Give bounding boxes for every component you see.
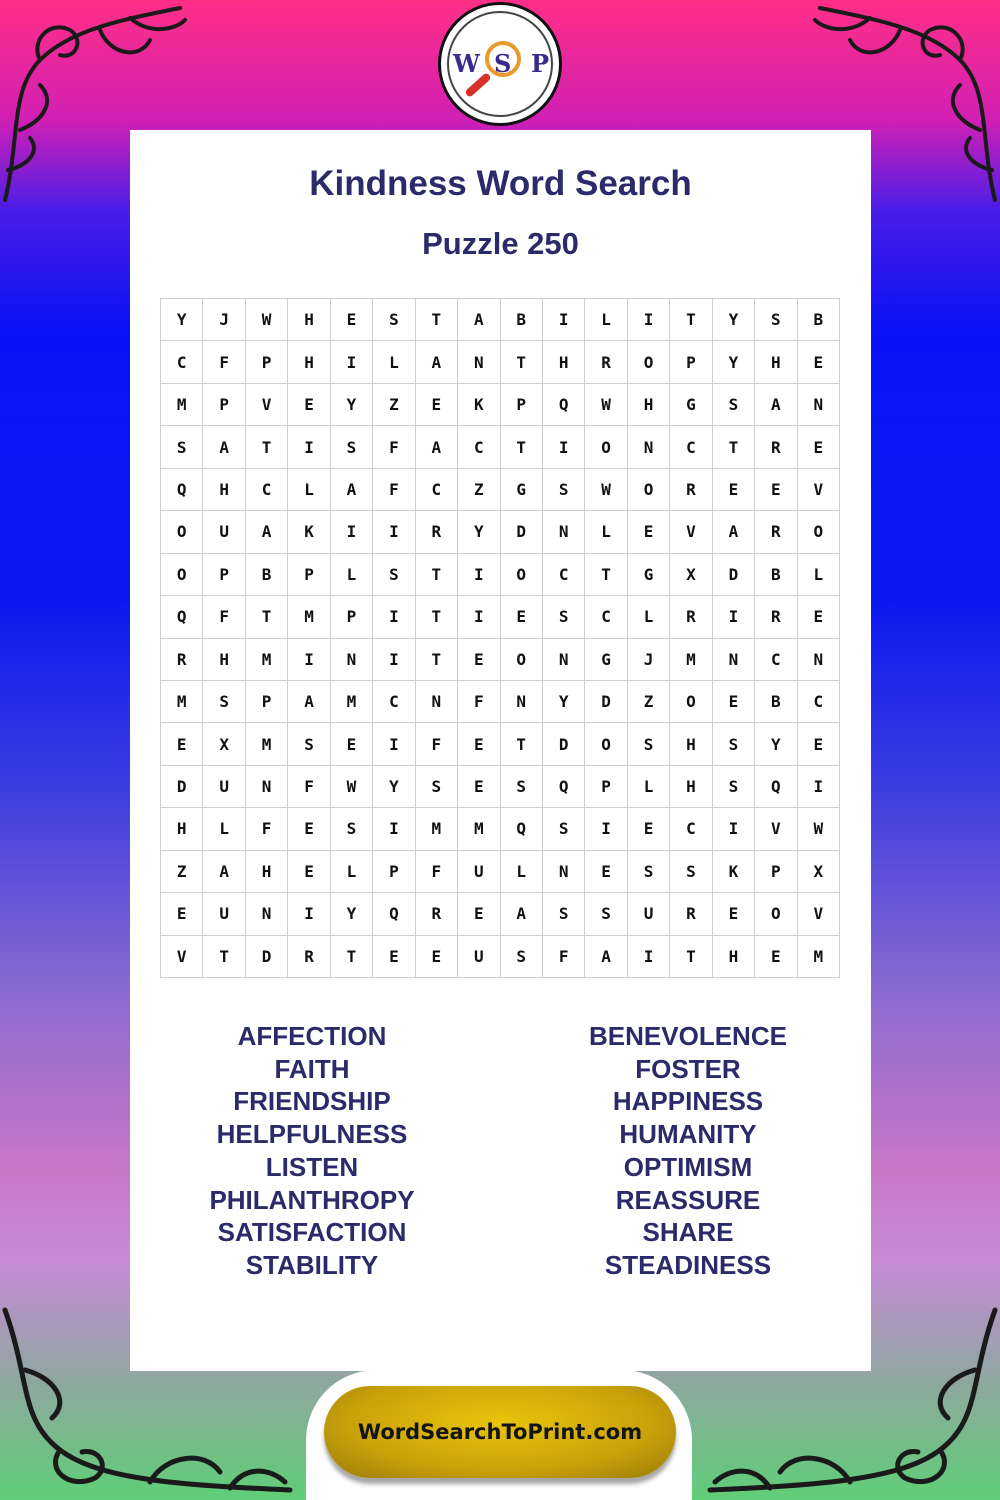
grid-cell[interactable]: R [416,511,458,553]
grid-cell[interactable]: A [203,851,245,893]
grid-cell[interactable]: V [755,808,797,850]
grid-cell[interactable]: F [416,851,458,893]
word-list-item: REASSURE [615,1184,761,1215]
grid-cell[interactable]: F [373,426,415,468]
grid-cell[interactable]: I [373,723,415,765]
grid-cell[interactable]: B [755,554,797,596]
grid-cell[interactable]: C [246,469,288,511]
site-link-button[interactable] [324,1386,676,1478]
grid-cell[interactable]: A [246,511,288,553]
grid-cell[interactable]: S [585,893,627,935]
grid-cell[interactable]: T [670,936,712,978]
grid-cell[interactable]: E [713,681,755,723]
grid-cell[interactable]: S [203,681,245,723]
grid-cell[interactable]: I [373,808,415,850]
grid-cell[interactable]: H [203,639,245,681]
grid-cell[interactable]: E [416,384,458,426]
grid-cell[interactable]: T [416,639,458,681]
grid-cell[interactable]: R [670,596,712,638]
word-list-item: FAITH [274,1053,350,1084]
grid-cell[interactable]: E [798,341,840,383]
grid-cell[interactable]: Q [543,384,585,426]
grid-cell[interactable]: O [755,893,797,935]
grid-cell[interactable]: Q [161,469,203,511]
grid-cell[interactable]: W [585,384,627,426]
grid-cell[interactable]: P [585,766,627,808]
grid-cell[interactable]: P [501,384,543,426]
grid-cell[interactable]: I [713,596,755,638]
grid-cell[interactable]: M [246,639,288,681]
word-list-item: SATISFACTION [217,1217,407,1248]
grid-cell[interactable]: P [670,341,712,383]
grid-cell[interactable]: A [713,511,755,553]
word-list-item: HUMANITY [619,1119,757,1150]
grid-cell[interactable]: O [161,554,203,596]
grid-cell[interactable]: E [331,299,373,341]
grid-cell[interactable]: T [246,426,288,468]
grid-cell[interactable]: T [331,936,373,978]
grid-cell[interactable]: A [458,299,500,341]
grid-cell[interactable]: H [288,299,330,341]
grid-cell[interactable]: E [755,469,797,511]
site-logo[interactable] [438,2,562,126]
grid-cell[interactable]: M [458,808,500,850]
grid-cell[interactable]: R [670,893,712,935]
word-list-item: AFFECTION [237,1021,387,1051]
grid-cell[interactable]: V [798,469,840,511]
grid-cell[interactable]: I [628,936,670,978]
grid-cell[interactable]: R [288,936,330,978]
grid-cell[interactable]: A [331,469,373,511]
grid-cell[interactable]: I [331,341,373,383]
grid-cell[interactable]: R [161,639,203,681]
grid-cell[interactable]: I [798,766,840,808]
grid-cell[interactable]: C [670,426,712,468]
grid-cell[interactable]: S [755,299,797,341]
grid-cell[interactable]: V [670,511,712,553]
grid-cell[interactable]: X [203,723,245,765]
grid-cell[interactable]: K [458,384,500,426]
grid-cell[interactable]: L [373,341,415,383]
grid-cell[interactable]: S [628,723,670,765]
grid-cell[interactable]: M [416,808,458,850]
grid-cell[interactable]: P [246,681,288,723]
grid-cell[interactable]: C [798,681,840,723]
word-list-item: FRIENDSHIP [233,1086,391,1117]
logo-letter-p: P [531,49,550,78]
grid-cell[interactable]: I [331,511,373,553]
grid-cell[interactable]: N [458,341,500,383]
grid-cell[interactable]: T [416,554,458,596]
word-list-item: BENEVOLENCE [589,1021,787,1051]
grid-cell[interactable]: E [755,936,797,978]
grid-cell[interactable]: F [203,341,245,383]
grid-cell[interactable]: O [670,681,712,723]
grid-cell[interactable]: E [288,808,330,850]
grid-cell[interactable]: S [416,766,458,808]
word-list-item: STABILITY [245,1249,379,1280]
grid-cell[interactable]: L [585,511,627,553]
grid-cell[interactable]: S [331,808,373,850]
grid-cell[interactable]: I [713,808,755,850]
word-list-item: SHARE [642,1217,734,1248]
grid-cell[interactable]: I [288,639,330,681]
grid-cell[interactable]: M [331,681,373,723]
grid-cell[interactable]: P [755,851,797,893]
word-list-item: LISTEN [265,1151,359,1182]
grid-cell[interactable]: N [501,681,543,723]
grid-cell[interactable]: L [628,596,670,638]
grid-cell[interactable]: T [416,596,458,638]
grid-cell[interactable]: R [670,469,712,511]
grid-cell[interactable]: M [161,384,203,426]
grid-cell[interactable]: E [628,808,670,850]
grid-cell[interactable]: N [543,639,585,681]
grid-cell[interactable]: R [755,511,797,553]
grid-cell[interactable]: I [543,299,585,341]
grid-cell[interactable]: F [288,766,330,808]
grid-cell[interactable]: A [755,384,797,426]
grid-cell[interactable]: N [416,681,458,723]
grid-cell[interactable]: E [288,851,330,893]
grid-cell[interactable]: R [755,596,797,638]
grid-cell[interactable]: S [373,299,415,341]
grid-cell[interactable]: Q [161,596,203,638]
grid-cell[interactable]: T [416,299,458,341]
grid-cell[interactable]: O [628,469,670,511]
grid-cell[interactable]: F [246,808,288,850]
grid-cell[interactable]: U [458,851,500,893]
grid-cell[interactable]: Y [713,341,755,383]
grid-cell[interactable]: E [288,384,330,426]
grid-cell[interactable]: U [458,936,500,978]
grid-cell[interactable]: S [543,808,585,850]
word-list-left [152,1020,472,1282]
grid-cell[interactable]: M [670,639,712,681]
grid-cell[interactable]: P [373,851,415,893]
grid-cell[interactable]: H [628,384,670,426]
grid-cell[interactable]: E [713,893,755,935]
grid-cell[interactable]: H [670,766,712,808]
grid-cell[interactable]: S [501,936,543,978]
grid-cell[interactable]: Y [713,299,755,341]
grid-cell[interactable]: M [161,681,203,723]
grid-cell[interactable]: E [501,596,543,638]
grid-cell[interactable]: U [203,511,245,553]
grid-cell[interactable]: E [458,893,500,935]
grid-cell[interactable]: J [628,639,670,681]
grid-cell[interactable]: W [798,808,840,850]
grid-cell[interactable]: N [543,851,585,893]
grid-cell[interactable]: C [416,469,458,511]
grid-cell[interactable]: H [288,341,330,383]
grid-cell[interactable]: I [543,426,585,468]
grid-cell[interactable]: G [501,469,543,511]
grid-cell[interactable]: T [501,426,543,468]
word-list-item: STEADINESS [604,1249,772,1280]
grid-cell[interactable]: O [798,511,840,553]
grid-cell[interactable]: A [501,893,543,935]
grid-cell[interactable]: O [585,723,627,765]
site-link-label: WordSearchToPrint.com [357,1420,643,1444]
grid-cell[interactable]: A [288,681,330,723]
grid-cell[interactable]: R [755,426,797,468]
grid-cell[interactable]: S [288,723,330,765]
grid-cell[interactable]: S [501,766,543,808]
word-list-item: FOSTER [635,1053,741,1084]
grid-cell[interactable]: K [288,511,330,553]
grid-cell[interactable]: M [246,723,288,765]
grid-cell[interactable]: F [416,723,458,765]
word-list-right [528,1020,848,1282]
grid-cell[interactable]: U [628,893,670,935]
grid-cell[interactable]: F [458,681,500,723]
grid-cell[interactable]: I [373,596,415,638]
grid-cell[interactable]: P [203,384,245,426]
grid-cell[interactable]: S [670,851,712,893]
grid-cell[interactable]: W [246,299,288,341]
grid-cell[interactable]: O [501,554,543,596]
word-list-item: HAPPINESS [612,1086,764,1117]
grid-cell[interactable]: N [246,766,288,808]
puzzle-number: Puzzle 250 [422,226,579,261]
grid-cell[interactable]: M [798,936,840,978]
grid-cell[interactable]: I [373,639,415,681]
grid-cell[interactable]: S [373,554,415,596]
grid-cell[interactable]: W [585,469,627,511]
grid-cell[interactable]: S [543,596,585,638]
grid-cell[interactable]: S [713,384,755,426]
grid-cell[interactable]: L [288,469,330,511]
grid-cell[interactable]: S [331,426,373,468]
grid-cell[interactable]: T [203,936,245,978]
grid-cell[interactable]: B [501,299,543,341]
grid-cell[interactable]: Q [373,893,415,935]
grid-cell[interactable]: Y [161,299,203,341]
grid-cell[interactable]: O [161,511,203,553]
letter-grid [160,298,840,978]
grid-cell[interactable]: B [246,554,288,596]
grid-cell[interactable]: U [203,893,245,935]
grid-cell[interactable]: N [713,639,755,681]
grid-cell[interactable]: Z [161,851,203,893]
grid-cell[interactable]: O [585,426,627,468]
grid-cell[interactable]: C [458,426,500,468]
grid-cell[interactable]: T [246,596,288,638]
grid-cell[interactable]: V [161,936,203,978]
grid-cell[interactable]: H [246,851,288,893]
grid-cell[interactable]: Y [543,681,585,723]
logo-letter-w: W [453,49,480,78]
grid-cell[interactable]: Y [331,384,373,426]
grid-cell[interactable]: S [713,723,755,765]
grid-cell[interactable]: B [798,299,840,341]
grid-cell[interactable]: L [585,299,627,341]
grid-cell[interactable]: I [373,511,415,553]
grid-cell[interactable]: F [373,469,415,511]
grid-cell[interactable]: N [246,893,288,935]
grid-cell[interactable]: Z [373,384,415,426]
grid-cell[interactable]: C [161,341,203,383]
grid-cell[interactable]: O [501,639,543,681]
grid-cell[interactable]: F [543,936,585,978]
grid-cell[interactable]: D [543,723,585,765]
logo-letter-s: S [494,49,512,78]
grid-cell[interactable]: H [203,469,245,511]
grid-cell[interactable]: B [755,681,797,723]
grid-cell[interactable]: E [798,596,840,638]
grid-cell[interactable]: E [628,511,670,553]
grid-cell[interactable]: I [288,893,330,935]
grid-cell[interactable]: S [161,426,203,468]
grid-cell[interactable]: Y [373,766,415,808]
grid-cell[interactable]: H [713,936,755,978]
grid-cell[interactable]: D [501,511,543,553]
grid-cell[interactable]: K [713,851,755,893]
grid-cell[interactable]: E [331,723,373,765]
word-list-item: HELPFULNESS [216,1119,408,1150]
grid-cell[interactable]: I [628,299,670,341]
grid-cell[interactable]: E [798,723,840,765]
grid-cell[interactable]: Y [458,511,500,553]
grid-cell[interactable]: E [373,936,415,978]
grid-cell[interactable]: A [203,426,245,468]
grid-cell[interactable]: E [161,893,203,935]
grid-cell[interactable]: V [246,384,288,426]
grid-cell[interactable]: Q [755,766,797,808]
grid-cell[interactable]: E [713,469,755,511]
grid-cell[interactable]: D [713,554,755,596]
grid-cell[interactable]: T [501,341,543,383]
grid-cell[interactable]: I [458,596,500,638]
grid-cell[interactable]: I [288,426,330,468]
grid-cell[interactable]: M [288,596,330,638]
grid-cell[interactable]: C [755,639,797,681]
grid-cell[interactable]: C [543,554,585,596]
grid-cell[interactable]: F [203,596,245,638]
grid-cell[interactable]: H [543,341,585,383]
grid-cell[interactable]: J [203,299,245,341]
puzzle-card [130,130,871,1371]
grid-cell[interactable]: G [628,554,670,596]
grid-cell[interactable]: R [585,341,627,383]
grid-cell[interactable]: E [458,639,500,681]
grid-cell[interactable]: A [416,426,458,468]
grid-cell[interactable]: H [670,723,712,765]
grid-cell[interactable]: T [585,554,627,596]
grid-cell[interactable]: L [203,808,245,850]
grid-cell[interactable]: C [373,681,415,723]
grid-cell[interactable]: E [416,936,458,978]
grid-cell[interactable]: T [501,723,543,765]
grid-cell[interactable]: Q [501,808,543,850]
grid-cell[interactable]: T [670,299,712,341]
grid-cell[interactable]: A [416,341,458,383]
grid-cell[interactable]: I [458,554,500,596]
grid-cell[interactable]: E [458,723,500,765]
grid-cell[interactable]: N [628,426,670,468]
grid-cell[interactable]: L [331,851,373,893]
grid-cell[interactable]: P [203,554,245,596]
grid-cell[interactable]: C [670,808,712,850]
grid-cell[interactable]: L [798,554,840,596]
grid-cell[interactable]: E [798,426,840,468]
grid-cell[interactable]: S [543,469,585,511]
grid-cell[interactable]: Y [331,893,373,935]
grid-cell[interactable]: D [246,936,288,978]
grid-cell[interactable]: I [585,808,627,850]
grid-cell[interactable]: N [798,384,840,426]
grid-cell[interactable]: S [713,766,755,808]
grid-cell[interactable]: L [331,554,373,596]
grid-cell[interactable]: W [331,766,373,808]
grid-cell[interactable]: R [416,893,458,935]
grid-cell[interactable]: Z [628,681,670,723]
grid-cell[interactable]: H [755,341,797,383]
grid-cell[interactable]: X [798,851,840,893]
grid-cell[interactable]: N [543,511,585,553]
grid-cell[interactable]: N [331,639,373,681]
grid-cell[interactable]: P [288,554,330,596]
grid-cell[interactable]: H [161,808,203,850]
grid-cell[interactable]: Q [543,766,585,808]
grid-cell[interactable]: C [585,596,627,638]
grid-cell[interactable]: P [331,596,373,638]
grid-cell[interactable]: V [798,893,840,935]
grid-cell[interactable]: Z [458,469,500,511]
grid-cell[interactable]: L [628,766,670,808]
grid-cell[interactable]: A [585,936,627,978]
grid-cell[interactable]: P [246,341,288,383]
grid-cell[interactable]: T [713,426,755,468]
grid-cell[interactable]: Y [755,723,797,765]
grid-cell[interactable]: E [585,851,627,893]
grid-cell[interactable]: E [458,766,500,808]
grid-cell[interactable]: D [585,681,627,723]
grid-cell[interactable]: L [501,851,543,893]
grid-cell[interactable]: N [798,639,840,681]
grid-cell[interactable]: G [585,639,627,681]
grid-cell[interactable]: S [628,851,670,893]
word-list-item: PHILANTHROPY [209,1184,415,1215]
grid-cell[interactable]: G [670,384,712,426]
grid-cell[interactable]: U [203,766,245,808]
grid-cell[interactable]: S [543,893,585,935]
grid-cell[interactable]: D [161,766,203,808]
grid-cell[interactable]: O [628,341,670,383]
word-list-item: OPTIMISM [623,1151,753,1182]
grid-cell[interactable]: E [161,723,203,765]
grid-cell[interactable]: X [670,554,712,596]
page-title: Kindness Word Search [309,164,692,203]
